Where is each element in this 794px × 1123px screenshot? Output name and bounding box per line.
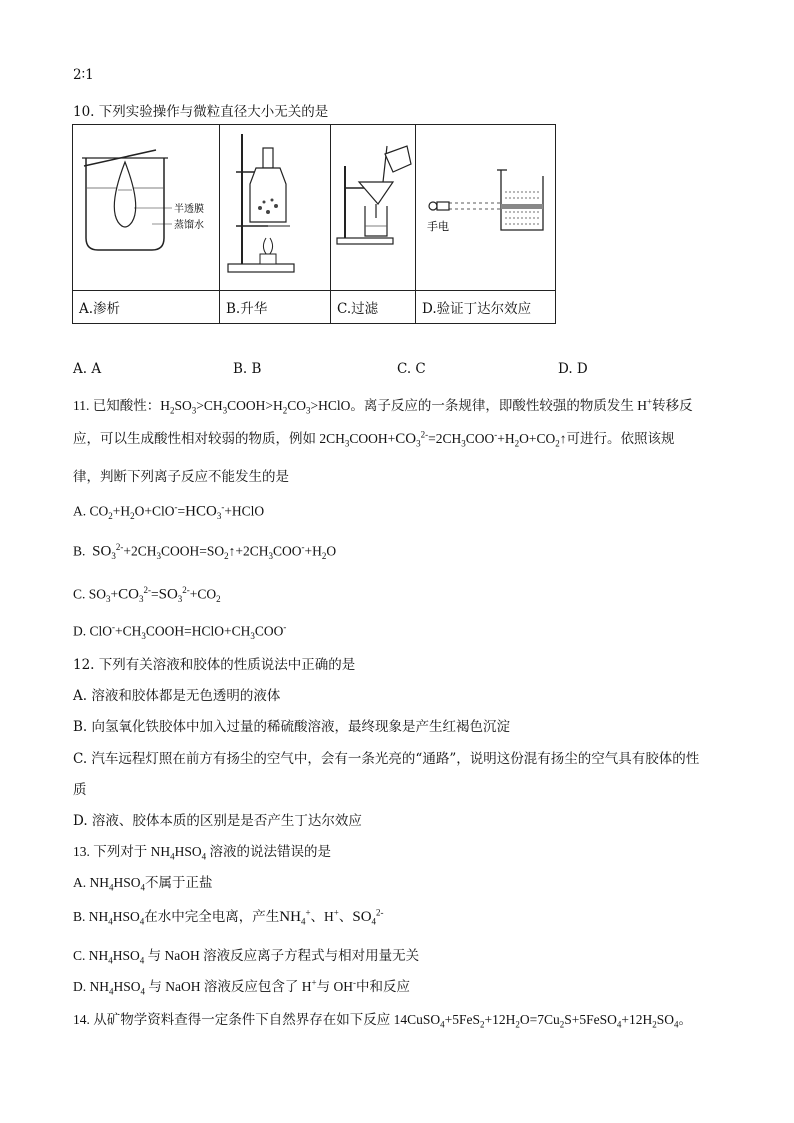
previous-answer: 2∶1 (73, 67, 94, 83)
q10-option-c: C. C (397, 361, 426, 377)
filtration-figure (331, 125, 416, 291)
q10-option-d: D. D (558, 361, 588, 377)
cell-b: B.升华 (220, 291, 331, 324)
q13-option-c: C. $NH_4HSO_4$ 与 NaOH 溶液反应离子方程式与相对用量无关 (73, 948, 420, 966)
q10-option-a: A. A (73, 361, 102, 377)
q11-option-c: C. $SO_3+CO_3^{2-}=SO_3^{2-}+CO_2$ (73, 585, 221, 605)
q11-line-2: 应，可以生成酸性相对较弱的物质，例如 $2CH_3COOH+CO_3^{2-}=2CH_3COO^-+H_2O+CO_2↑$可进行。依照该规 (73, 429, 675, 449)
q13-option-b: B. $NH_4HSO_4$在水中完全电离，产生$NH_4^+$、H+、$SO_4^{2-}$ (73, 907, 384, 927)
membrane-label: 半透膜 (173, 203, 204, 215)
dialysis-beaker-icon (74, 126, 219, 286)
q11-option-d: D. $ClO^-+CH_3COOH=HClO+CH_3COO^-$ (73, 622, 287, 642)
q12-option-a: A. 溶液和胶体都是无色透明的液体 (73, 688, 281, 704)
flashlight-label: 手电 (426, 219, 449, 233)
q13-option-d: D. $NH_4HSO_4$ 与 NaOH 溶液反应包含了 H+与 OH-中和反应 (73, 977, 410, 997)
q12-option-d: D. 溶液、胶体本质的区别是是否产生丁达尔效应 (73, 813, 362, 829)
q12-option-c-cont: 质 (73, 782, 87, 798)
filtration-apparatus-icon (331, 126, 415, 286)
experiment-table (72, 124, 556, 324)
q11-option-a: A. $CO_2+H_2O+ClO^-=HCO_3^-+HClO$ (73, 502, 265, 522)
tyndall-apparatus-icon (417, 126, 555, 286)
cell-d: D.验证丁达尔效应 (416, 291, 556, 324)
q13-option-a: A. $NH_4HSO_4$不属于正盐 (73, 875, 213, 893)
water-label: 蒸馏水 (173, 219, 204, 231)
q10-option-b: B. B (233, 361, 262, 377)
q11-line-1: 11. 已知酸性：$H_2SO_3>CH_3COOH>H_2CO_3>HClO$。离子反应的一条规律，即酸性较强的物质发生 H+转移反 (73, 396, 693, 416)
q11-option-b: B. $SO_3^{2-}+2CH_3COOH=SO_2↑+2CH_3COO^-+H_2O$ (73, 542, 337, 562)
q13-stem: 13. 下列对于 $NH_4HSO_4$ 溶液的说法错误的是 (73, 844, 332, 862)
q11-line-3: 律，判断下列离子反应不能发生的是 (73, 469, 289, 485)
cell-c: C.过滤 (331, 291, 416, 324)
sublimation-figure (220, 125, 331, 291)
q12-stem: 12. 下列有关溶液和胶体的性质说法中正确的是 (73, 657, 356, 673)
sublimation-apparatus-icon (220, 126, 330, 286)
q12-option-b: B. 向氢氧化铁胶体中加入过量的稀硫酸溶液，最终现象是产生红褐色沉淀 (73, 719, 511, 735)
dialysis-figure (73, 125, 220, 291)
q14-stem: 14. 从矿物学资料查得一定条件下自然界存在如下反应 $14CuSO_4+5FeS_2+12H_2O=7Cu_2S+5FeSO_4+12H_2SO_4$。 (73, 1012, 693, 1030)
cell-a: A.渗析 (73, 291, 220, 324)
q12-option-c: C. 汽车远程灯照在前方有扬尘的空气中，会有一条光亮的“通路”，说明这份混有扬尘的空气具有胶体的性 (73, 751, 700, 767)
tyndall-figure (416, 125, 556, 291)
q10-stem: 10. 下列实验操作与微粒直径大小无关的是 (73, 104, 329, 120)
